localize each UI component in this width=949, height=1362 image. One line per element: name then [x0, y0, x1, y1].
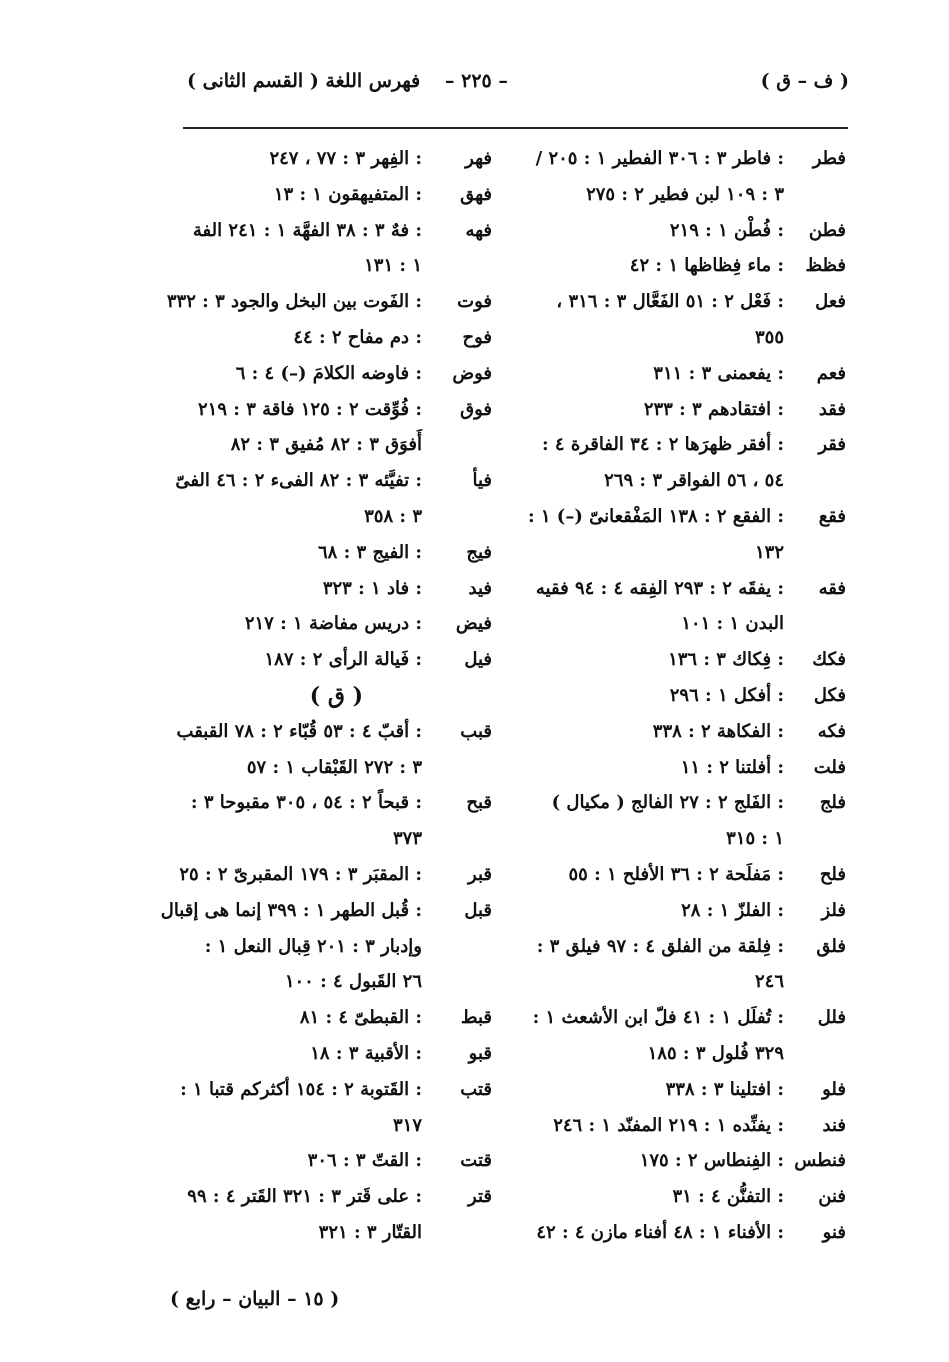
index-entry — [170, 464, 492, 500]
entry-root: قتب — [460, 1078, 492, 1100]
entry-references: ٣١٧ — [392, 1114, 422, 1136]
index-entry — [170, 1216, 492, 1252]
entry-references: ١ : ٣١٥ — [726, 828, 784, 850]
entry-root: فعل — [815, 291, 846, 313]
entry-root: فقع — [818, 505, 846, 527]
index-entry — [170, 1144, 492, 1180]
entry-references: القتّار ٣ : ٣٢١ — [318, 1221, 422, 1243]
entry-references: : دم مفاح ٢ : ٤٤ — [293, 326, 422, 348]
index-entry — [170, 536, 492, 572]
entry-references: : دريس مفاضة ١ : ٢١٧ — [244, 613, 422, 635]
entry-root: فوت — [457, 291, 492, 313]
entry-references: : القبطىّ ٤ : ٨١ — [299, 1007, 422, 1029]
entry-references: أَفوَق ٣ : ٨٢ مُفيق ٣ : ٨٢ — [230, 434, 422, 456]
signature-mark: ( ١٥ – البيان – رابع ) — [170, 1288, 340, 1310]
index-column-left — [160, 142, 492, 1252]
entry-references: : فاطر ٣ : ٣٠٦ الفطير ١ : ٢٠٥ / — [535, 148, 784, 169]
entry-references: : قبحاً ٢ : ٥٤ ، ٣٠٥ مقبوحا ٣ : — [190, 792, 422, 814]
entry-root: فقد — [818, 398, 846, 420]
index-entry — [170, 142, 492, 178]
entry-references: : الفِهر ٣ : ٧٧ ، ٢٤٧ — [269, 148, 422, 169]
entry-references: : أفقر ظهرَها ٢ : ٣٤ الفاقرة ٤ : — [542, 434, 784, 456]
entry-references: : التفنُّن ٤ : ٣١ — [672, 1186, 784, 1208]
index-entry — [540, 607, 846, 643]
entry-root: فوض — [452, 362, 492, 384]
entry-references: : فاد ١ : ٣٢٣ — [322, 577, 422, 599]
index-entry — [170, 249, 492, 285]
entry-references: : افتقادهم ٣ : ٢٣٣ — [643, 398, 784, 420]
entry-references: : فهٌ ٣ : ٣٨ الفهَّة ١ : ٢٤١ الفة — [192, 219, 422, 241]
entry-references: ٣ : ٣٥٨ — [364, 505, 422, 527]
entry-references: : القَتوبة ٢ : ١٥٤ أكثركم قتبا ١ : — [180, 1078, 422, 1100]
entry-references: ٣٢٩ فُلول ٣ : ١٨٥ — [647, 1042, 784, 1064]
entry-root: قبط — [460, 1007, 492, 1029]
page-number: – ٢٢٥ – — [445, 70, 508, 92]
entry-references: : أقبّ ٤ : ٥٣ قُبّاء ٢ : ٧٨ القبقب — [176, 720, 422, 742]
entry-root: فلز — [821, 899, 846, 921]
index-entry — [540, 822, 846, 858]
index-entry — [540, 464, 846, 500]
entry-root: فند — [822, 1114, 846, 1136]
entry-references: : فُوِّقت ٢ : ١٢٥ فاقة ٣ : ٢١٩ — [197, 398, 422, 420]
entry-references: : تُفلَل ١ : ٤١ فلّ ابن الأشعث ١ : — [532, 1007, 784, 1029]
entry-references: : يفقَه ٢ : ٢٩٣ الفِقه ٤ : ٩٤ فقيه — [535, 577, 784, 599]
index-entry — [540, 428, 846, 464]
entry-references: : أفلتنا ٢ : ١١ — [680, 756, 784, 778]
index-entry — [540, 285, 846, 321]
index-entry — [540, 786, 846, 822]
entry-root: قتر — [468, 1186, 492, 1208]
index-entry — [170, 965, 492, 1001]
index-entry — [540, 643, 846, 679]
entry-root: فيل — [464, 649, 492, 671]
index-entry — [170, 393, 492, 429]
index-entry — [170, 930, 492, 966]
index-entry — [166, 285, 492, 321]
index-entry — [170, 786, 492, 822]
entry-references: : المتفيهقون ١ : ١٣ — [273, 183, 422, 205]
entry-references: ٢٦ القَبول ٤ : ١٠٠ — [284, 971, 422, 993]
index-entry — [540, 858, 846, 894]
index-entry — [170, 1180, 492, 1216]
entry-references: البدن ١ : ١٠١ — [681, 613, 784, 635]
entry-references: : القتّ ٣ : ٣٠٦ — [307, 1150, 422, 1172]
index-entry — [540, 249, 846, 285]
entry-references: : الفلزّ ١ : ٢٨ — [681, 899, 784, 921]
index-entry — [170, 178, 492, 214]
entry-root: فوح — [462, 326, 492, 348]
entry-references: ٢٤٦ — [754, 971, 784, 993]
entry-root: قبر — [468, 863, 492, 885]
header-letters: ( ف – ق ) — [760, 70, 849, 92]
entry-references: وإدبار ٣ : ٢٠١ قِبال النعل ١ : — [204, 935, 422, 957]
entry-references: ٣ : ١٠٩ لبن فطير ٢ : ٢٧٥ — [586, 183, 784, 205]
entry-root: فيد — [468, 577, 492, 599]
entry-references: : فَعْل ٢ : ٥١ الفَعَّال ٣ : ٣١٦ ، — [556, 291, 784, 313]
entry-root: قبح — [466, 792, 492, 814]
entry-references: ١ : ١٣١ — [364, 255, 422, 277]
index-entry — [540, 679, 846, 715]
index-entry — [540, 393, 846, 429]
index-entry — [540, 1180, 846, 1216]
index-entry — [170, 1073, 492, 1109]
entry-references: ٣ : ٢٧٢ القَبْقاب ١ : ٥٧ — [246, 756, 422, 778]
entry-root: فظظ — [805, 255, 846, 277]
entry-root: قتت — [460, 1150, 492, 1172]
header-rule — [183, 127, 848, 129]
entry-references: : على قَتر ٣ : ٣٢١ القَتر ٤ : ٩٩ — [187, 1186, 422, 1208]
entry-references: : الأقبية ٣ : ١٨ — [310, 1042, 422, 1064]
entry-root: قبل — [464, 899, 492, 921]
entry-root: فهق — [460, 183, 492, 205]
entry-root: فوق — [460, 398, 492, 420]
entry-root: فكك — [812, 649, 846, 671]
entry-root: فلت — [813, 756, 846, 778]
entry-references: : فَيالة الرأى ٢ : ١٨٧ — [264, 649, 422, 671]
index-entry — [170, 643, 492, 679]
entry-references: : فِلقة من الفلق ٤ : ٩٧ فيلق ٣ : — [536, 935, 784, 957]
running-title: فهرس اللغة ( القسم الثانى ) — [187, 70, 421, 92]
entry-root: فهر — [465, 148, 492, 169]
index-entry — [527, 500, 846, 536]
entry-root: فنطس — [794, 1150, 846, 1172]
entry-root: فيأ — [472, 470, 492, 492]
entry-root: فكل — [813, 684, 846, 706]
entry-references: ٣٥٥ — [754, 326, 784, 348]
index-entry — [160, 894, 492, 930]
index-entry — [170, 607, 492, 643]
entry-references: : افتلينا ٣ : ٣٣٨ — [665, 1078, 784, 1100]
index-entry — [170, 751, 492, 787]
entry-references: : الأفناء ١ : ٤٨ أفناء مازن ٤ : ٤٢ — [536, 1221, 784, 1243]
index-entry — [540, 1144, 846, 1180]
entry-references: ١٣٢ — [754, 541, 784, 563]
index-entry — [170, 1037, 492, 1073]
index-entry — [540, 357, 846, 393]
index-entry — [540, 715, 846, 751]
entry-references: : الفيج ٣ : ٦٨ — [317, 541, 422, 563]
entry-root: فنن — [818, 1186, 846, 1208]
entry-references: ٥٤ ، ٥٦ الفواقر ٣ : ٢٦٩ — [604, 470, 784, 492]
entry-references: : الفكاهة ٢ : ٣٣٨ — [652, 720, 784, 742]
entry-references: : المقبَر ٣ : ١٧٩ المقبرىّ ٢ : ٢٥ — [179, 863, 422, 885]
section-heading: ( ق ) — [309, 682, 363, 709]
index-entry — [170, 357, 492, 393]
entry-references: : تفيَّئه ٣ : ٨٢ الفىء ٢ : ٤٦ الفىّ — [175, 470, 422, 492]
entry-root: فكه — [817, 720, 846, 742]
entry-references: : قُبل الطهر ١ : ٣٩٩ إنما هى إقبال — [160, 899, 422, 921]
index-entry — [536, 1216, 846, 1252]
entry-references: : يفنِّده ١ : ٢١٩ المفنّد ١ : ٢٤٦ — [553, 1114, 784, 1136]
entry-references: : فِكاك ٣ : ١٣٦ — [668, 649, 784, 671]
index-entry — [170, 1001, 492, 1037]
entry-root: فقه — [818, 577, 846, 599]
entry-root: فلج — [819, 792, 846, 814]
entry-references: : فاوضه الكلامَ (–) ٤ : ٦ — [235, 362, 422, 384]
entry-references: : يفعمنى ٣ : ٣١١ — [653, 362, 784, 384]
entry-references: ٣٧٣ — [392, 828, 422, 850]
index-entry — [540, 751, 846, 787]
index-entry — [540, 1109, 846, 1145]
entry-root: فلو — [822, 1078, 846, 1100]
index-entry — [540, 1037, 846, 1073]
index-column-right — [527, 142, 846, 1252]
entry-root: فيج — [466, 541, 492, 563]
index-entry — [540, 965, 846, 1001]
index-entry — [540, 894, 846, 930]
entry-references: : أفكل ١ : ٢٩٦ — [669, 684, 784, 706]
entry-root: فلح — [819, 863, 846, 885]
index-entry — [540, 536, 846, 572]
index-entry — [540, 178, 846, 214]
index-entry — [170, 500, 492, 536]
entry-references: : الفَوت بين البخل والجود ٣ : ٣٣٢ — [166, 291, 422, 313]
index-entry — [170, 428, 492, 464]
index-entry — [170, 715, 492, 751]
index-entry — [536, 930, 846, 966]
index-entry — [170, 572, 492, 608]
entry-references: : الفِنطاس ٢ : ١٧٥ — [639, 1150, 784, 1172]
index-entry — [170, 321, 492, 357]
entry-root: فيض — [455, 613, 492, 635]
index-entry — [170, 858, 492, 894]
entry-references: : فُطْن ١ : ٢١٩ — [669, 219, 784, 241]
index-entry — [535, 572, 846, 608]
index-entry — [535, 142, 846, 178]
entry-root: قبب — [460, 720, 492, 742]
index-entry — [532, 1001, 846, 1037]
entry-root: قبو — [468, 1042, 492, 1064]
section-heading-row — [170, 679, 492, 715]
entry-root: فطن — [808, 219, 846, 241]
entry-root: فنو — [822, 1221, 846, 1243]
entry-root: فعم — [816, 362, 846, 384]
entry-references: : الفَلج ٢ : ٢٧ الفالج ( مكيال ) — [551, 792, 784, 814]
entry-root: فقر — [818, 434, 846, 456]
entry-references: : ماء فِظاظها ١ : ٤٢ — [629, 255, 784, 277]
index-entry — [540, 1073, 846, 1109]
entry-references: : الفقع ٢ : ١٣٨ المَفْقعانىّ (–) ١ : — [527, 505, 784, 527]
index-entry — [170, 822, 492, 858]
index-entry — [170, 214, 492, 250]
entry-root: فطر — [812, 148, 846, 169]
entry-root: فلق — [816, 935, 846, 957]
index-entry — [540, 214, 846, 250]
entry-references: : مَفلَحة ٢ : ٣٦ الأفلح ١ : ٥٥ — [568, 863, 784, 885]
entry-root: فهه — [465, 219, 492, 241]
index-entry — [540, 321, 846, 357]
entry-root: فلل — [817, 1007, 846, 1029]
index-entry — [170, 1109, 492, 1145]
